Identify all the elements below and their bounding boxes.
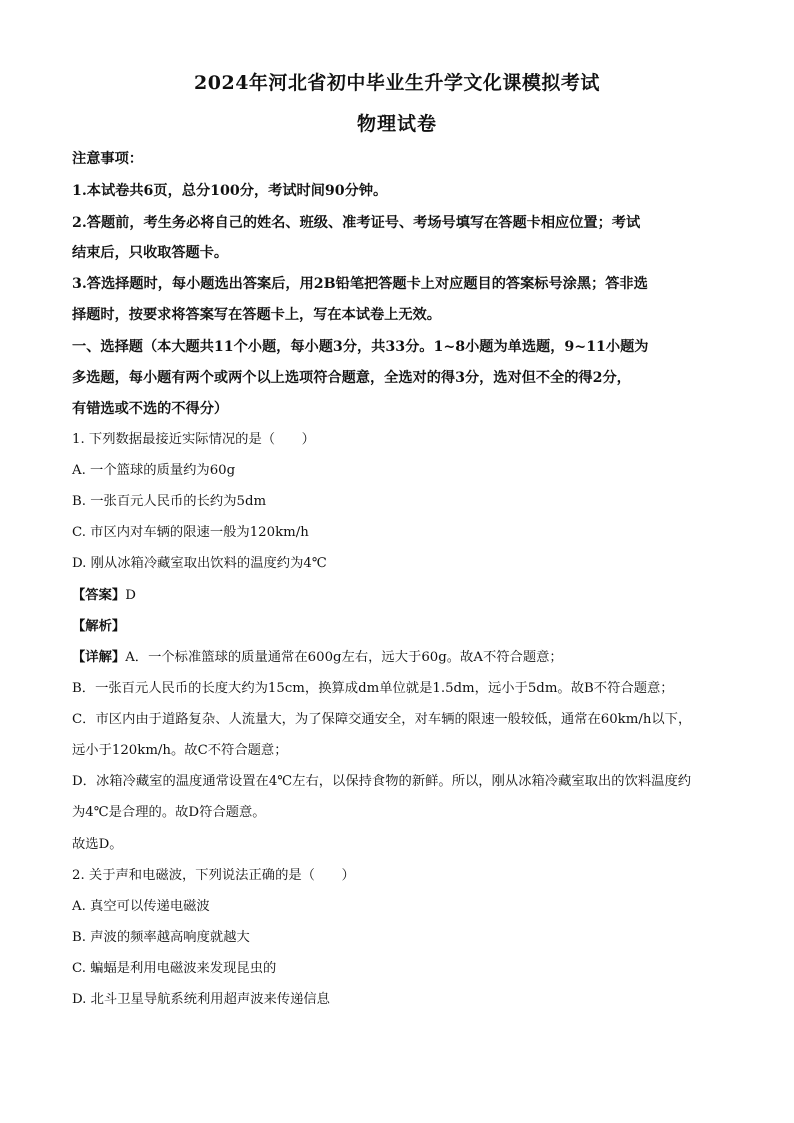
question-1-detail-c-line-1: C．市区内由于道路复杂、人流量大，为了保障交通安全，对车辆的限速一般较低，通常在60km/h以下， bbox=[72, 712, 692, 727]
section-1-line-3: 有错选或不选的不得分） bbox=[72, 401, 229, 417]
answer-tag: 【答案】 bbox=[72, 588, 126, 603]
question-1-option-a: A. 一个篮球的质量约为60g bbox=[72, 463, 236, 478]
question-2-option-b: B. 声波的频率越高响度就越大 bbox=[72, 930, 250, 945]
question-2-option-c: C. 蝙蝠是利用电磁波来发现昆虫的 bbox=[72, 961, 277, 976]
question-1-option-d: D. 刚从冰箱冷藏室取出饮料的温度约为4℃ bbox=[72, 556, 327, 571]
question-1-detail-d-line-2: 为4℃是合理的。故D符合题意。 bbox=[72, 805, 266, 820]
notes-item-2-line-2: 结束后，只收取答题卡。 bbox=[72, 245, 229, 261]
question-1-answer bbox=[72, 585, 722, 607]
notes-item-3-line-2: 择题时，按要求将答案写在答题卡上，写在本试卷上无效。 bbox=[72, 307, 441, 323]
question-1-stem: 1. 下列数据最接近实际情况的是（ ） bbox=[72, 432, 315, 447]
page-title: 2024年河北省初中毕业生升学文化课模拟考试 bbox=[194, 72, 600, 94]
question-2-stem: 2. 关于声和电磁波，下列说法正确的是（ ） bbox=[72, 868, 355, 883]
question-2-option-d: D. 北斗卫星导航系统利用超声波来传递信息 bbox=[72, 992, 330, 1007]
section-1-line-1: 一、选择题（本大题共11个小题，每小题3分，共33分。1~8小题为单选题，9~11小题为 bbox=[72, 339, 649, 355]
question-1-option-c: C. 市区内对车辆的限速一般为120km/h bbox=[72, 525, 309, 540]
detail-a-text: A．一个标准篮球的质量通常在600g左右，远大于60g。故A不符合题意； bbox=[125, 650, 563, 665]
notes-heading: 注意事项： bbox=[72, 151, 143, 167]
section-1-line-2: 多选题，每小题有两个或两个以上选项符合题意，全选对的得3分，选对但不全的得2分， bbox=[72, 370, 631, 386]
question-1-option-b: B. 一张百元人民币的长约为5dm bbox=[72, 494, 267, 509]
notes-item-3-line-1: 3.答选择题时，每小题选出答案后，用2B铅笔把答题卡上对应题目的答案标号涂黑；答非选 bbox=[72, 276, 648, 292]
question-1-conclusion: 故选D。 bbox=[72, 837, 123, 852]
question-1-detail-d-line-1: D．冰箱冷藏室的温度通常设置在4℃左右，以保持食物的新鲜。所以，刚从冰箱冷藏室取出的饮料温度约 bbox=[72, 774, 692, 789]
analysis-tag: 【解析】 bbox=[72, 619, 126, 634]
notes-item-2-line-1: 2.答题前，考生务必将自己的姓名、班级、准考证号、考场号填写在答题卡相应位置；考试 bbox=[72, 215, 641, 231]
notes-item-1: 1.本试卷共6页，总分100分，考试时间90分钟。 bbox=[72, 183, 388, 199]
detail-tag: 【详解】 bbox=[72, 650, 126, 665]
question-1-detail-a bbox=[72, 647, 722, 669]
question-1-detail-b: B．一张百元人民币的长度大约为15cm，换算成dm单位就是1.5dm，远小于5dm。故B不符合题意； bbox=[72, 681, 674, 696]
question-1-analysis bbox=[72, 616, 722, 638]
page-subtitle: 物理试卷 bbox=[356, 113, 437, 135]
question-2-option-a: A. 真空可以传递电磁波 bbox=[72, 899, 210, 914]
question-1-detail-c-line-2: 远小于120km/h。故C不符合题意； bbox=[72, 743, 288, 758]
answer-value: D bbox=[125, 588, 136, 603]
